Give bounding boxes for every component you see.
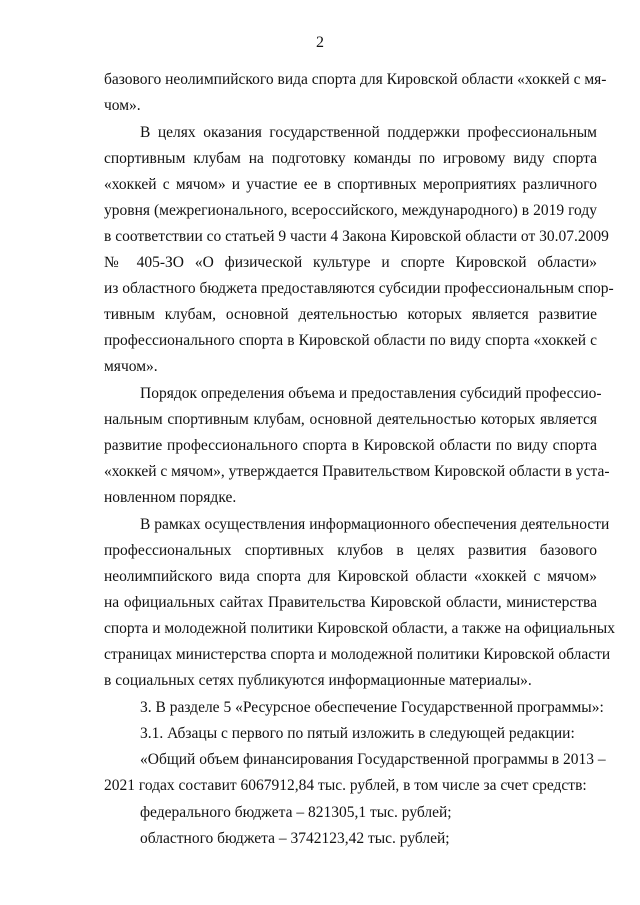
text-line: В целях оказания государственной поддержки профессиональным xyxy=(140,124,597,141)
text-line: «хоккей с мячом», утверждается Правительством Кировской области в уста- xyxy=(104,463,610,480)
text-line: из областного бюджета предоставляются субсидии профессиональным спор- xyxy=(104,280,614,297)
text-line: в социальных сетях публикуются информационные материалы». xyxy=(104,672,532,689)
text-line: развитие профессионального спорта в Кировской области по виду спорта xyxy=(104,437,597,454)
text-line: областного бюджета – 3742123,42 тыс. рублей; xyxy=(140,830,450,847)
text-line: «хоккей с мячом» и участие ее в спортивных мероприятиях различного xyxy=(104,176,597,193)
text-line: 3. В разделе 5 «Ресурсное обеспечение Государственной программы»: xyxy=(140,699,604,716)
text-line: тивным клубам, основной деятельностью которых является развитие xyxy=(104,306,597,323)
text-line: В рамках осуществления информационного обеспечения деятельности xyxy=(140,516,610,533)
text-line: спорта и молодежной политики Кировской области, а также на официальных xyxy=(104,620,615,637)
text-line: в соответствии со статьей 9 части 4 Закона Кировской области от 30.07.2009 xyxy=(104,228,609,245)
text-line: № 405-ЗО «О физической культуре и спорте Кировской области» xyxy=(104,254,597,271)
text-line: новленном порядке. xyxy=(104,489,237,506)
text-line: мячом». xyxy=(104,358,158,375)
text-line: спортивным клубам на подготовку команды по игровому виду спорта xyxy=(104,150,597,167)
text-line: 2021 годах составит 6067912,84 тыс. рублей, в том числе за счет средств: xyxy=(104,777,587,794)
text-line: базового неолимпийского вида спорта для Кировской области «хоккей с мя- xyxy=(104,71,607,88)
text-line: страницах министерства спорта и молодежной политики Кировской области xyxy=(104,646,611,663)
text-line: профессиональных спортивных клубов в целях развития базового xyxy=(104,542,597,559)
text-line: Порядок определения объема и предоставления субсидий профессио- xyxy=(140,385,602,402)
text-line: «Общий объем финансирования Государственной программы в 2013 – xyxy=(140,751,606,768)
text-line: неолимпийского вида спорта для Кировской области «хоккей с мячом» xyxy=(104,568,597,585)
page-number: 2 xyxy=(316,34,324,51)
text-line: 3.1. Абзацы с первого по пятый изложить в следующей редакции: xyxy=(140,725,575,742)
text-line: чом». xyxy=(104,97,141,114)
text-line: профессионального спорта в Кировской области по виду спорта «хоккей с xyxy=(104,332,597,349)
text-line: на официальных сайтах Правительства Кировской области, министерства xyxy=(104,594,597,611)
text-line: нальным спортивным клубам, основной деятельностью которых является xyxy=(104,411,597,428)
text-line: уровня (межрегионального, всероссийского, международного) в 2019 году xyxy=(104,202,597,219)
text-line: федерального бюджета – 821305,1 тыс. рублей; xyxy=(140,804,452,821)
